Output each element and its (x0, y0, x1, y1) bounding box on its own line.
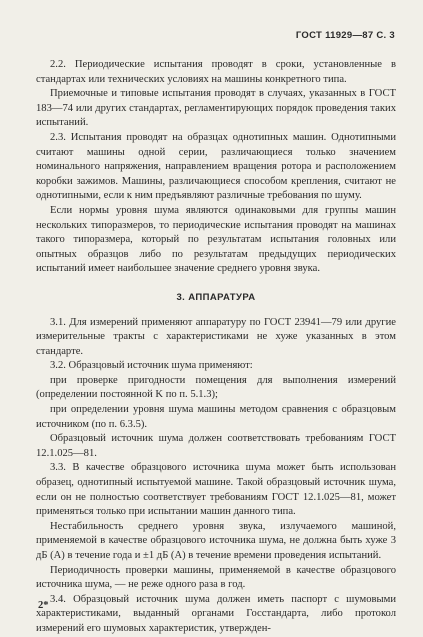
paragraph: 2.2. Периодические испытания проводят в сроки, установленные в стандартах или технических условиях на машины конкретного типа. (36, 59, 396, 85)
signature-mark: 2* (38, 600, 49, 611)
paragraph: Периодичность проверки машины, применяемой в качестве образцового источника шума, — не реже одного раза в год. (36, 564, 396, 591)
paragraph: Приемочные и типовые испытания проводят в случаях, указанных в ГОСТ 183—74 или других стандартах, регламентирующих порядок проведения таких испытаний. (36, 88, 396, 129)
paragraph: 3.2. Образцовый источник шума применяют: (50, 360, 253, 372)
document-body (36, 58, 396, 637)
paragraph: Нестабильность среднего уровня звука, излучаемого машиной, применяемой в качестве образцового источника шума, не должна быть хуже 3 дБ (A) в течение года и ±1 дБ (A) в течение времени проведения испытаний. (36, 520, 396, 561)
section-heading: 3. АППАРАТУРА (176, 291, 256, 303)
paragraph: при проверке пригодности помещения для выполнения измерений (определении постоянной K по п. 5.1.3); (36, 374, 396, 401)
paragraph: 3.4. Образцовый источник шума должен иметь паспорт с шумовыми характеристиками, выданный органами Госстандарта, либо протокол измерений его шумовых характеристик, утвержден- (36, 593, 396, 634)
paragraph: 3.1. Для измерений применяют аппаратуру по ГОСТ 23941—79 или другие измерительные тракты с характеристиками не хуже указанных в этом стандарте. (36, 316, 396, 357)
paragraph: при определении уровня шума машины методом сравнения с образцовым источником (по п. 6.3.5). (36, 404, 396, 430)
paragraph: 3.3. В качестве образцового источника шума может быть использован образец, однотипный испытуемой машине. Такой образцовый источник шума, если он не полностью соответствует требованиям ГОСТ 12.1.025—81, может применяться только при испытании машин данного типа. (36, 462, 396, 518)
paragraph: 2.3. Испытания проводят на образцах однотипных машин. Однотипными считают машины одной серии, различающиеся только значением номинального напряжения, направлением вращения ротора и расположением коробки зажимов. Машины, различающиеся способом крепления, считают не однотипными, если к ним предъявляют различные требования по шуму. (36, 131, 396, 202)
paragraph: Если нормы уровня шума являются одинаковыми для группы машин нескольких типоразмеров, то периодические испытания проводят на машинах такого типоразмера, который по результатам испытания головных или опытных образцов либо по результатам предыдущих периодических испытаний имеет наибольшее значение среднего уровня звука. (36, 204, 396, 275)
paragraph: Образцовый источник шума должен соответствовать требованиям ГОСТ 12.1.025—81. (36, 433, 396, 459)
running-header: ГОСТ 11929—87 С. 3 (295, 30, 395, 41)
